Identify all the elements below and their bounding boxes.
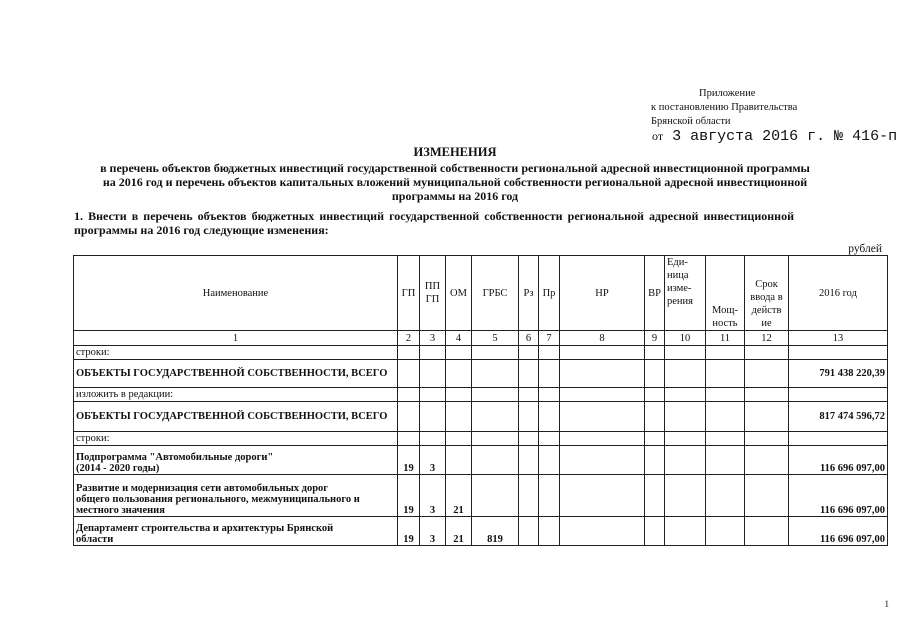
header-name: Наименование: [74, 256, 398, 331]
row-gp: 19: [398, 446, 420, 475]
col-num: 6: [519, 331, 539, 346]
table-row: [74, 432, 888, 446]
row-name: Развитие и модернизация сети автомобильных дорог общего пользования регионального, межмуниципального и местного значения: [74, 475, 398, 517]
header-nr: НР: [560, 256, 645, 331]
row-amount: 116 696 097,00: [789, 475, 888, 517]
row-amount: 791 438 220,39: [789, 360, 888, 388]
header-ppgp: ПП ГП: [420, 256, 446, 331]
row-name: ОБЪЕКТЫ ГОСУДАРСТВЕННОЙ СОБСТВЕННОСТИ, ВСЕГО: [74, 402, 398, 432]
col-num: 11: [706, 331, 745, 346]
header-term: Срок ввода в действ ие: [745, 256, 789, 331]
header-vr: ВР: [645, 256, 665, 331]
col-num: 12: [745, 331, 789, 346]
col-num: 3: [420, 331, 446, 346]
col-num: 9: [645, 331, 665, 346]
decree-prefix: от: [652, 129, 664, 143]
appendix-decree-ref: к постановлению Правительства: [651, 102, 798, 113]
row-amount: 116 696 097,00: [789, 517, 888, 546]
appendix-block: [651, 87, 797, 129]
table-row: [74, 402, 888, 432]
header-gp: ГП: [398, 256, 420, 331]
col-num: 4: [446, 331, 472, 346]
row-name: Департамент строительства и архитектуры Брянской области: [74, 517, 398, 546]
document-title: [60, 145, 850, 203]
row-grbs: 819: [472, 517, 519, 546]
decree-date: 3 августа 2016 г.: [672, 128, 826, 145]
intro-paragraph: 1. Внести в перечень объектов бюджетных инвестиций государственной собственности региональной адресной инвестиционной программы на 2016 год следующие изменения:: [74, 209, 794, 237]
decree-number: № 416-п: [834, 128, 898, 145]
row-om: 21: [446, 475, 472, 517]
table-row: [74, 346, 888, 360]
header-year: 2016 год: [789, 256, 888, 331]
table-row: [74, 360, 888, 388]
col-num: 1: [74, 331, 398, 346]
row-name: Подпрограмма "Автомобильные дороги" (2014 - 2020 годы): [74, 446, 398, 475]
changes-table: [73, 255, 888, 546]
title-line-2: на 2016 год и перечень объектов капитальных вложений муниципальной собственности региональной адресной инвестиционной: [102, 175, 808, 189]
row-label: изложить в редакции:: [74, 388, 398, 402]
table-row: [74, 517, 888, 546]
row-ppgp: 3: [420, 446, 446, 475]
appendix-region: Брянской области: [651, 116, 731, 127]
decree-date-number: [652, 128, 897, 145]
table-row: [74, 388, 888, 402]
title-line-3: программы на 2016 год: [391, 189, 519, 203]
currency-unit: рублей: [848, 243, 882, 255]
row-name: ОБЪЕКТЫ ГОСУДАРСТВЕННОЙ СОБСТВЕННОСТИ, ВСЕГО: [74, 360, 398, 388]
header-om: ОМ: [446, 256, 472, 331]
title-line-1: в перечень объектов бюджетных инвестиций государственной собственности региональной адресной инвестиционной программы: [100, 161, 810, 175]
row-amount: 116 696 097,00: [789, 446, 888, 475]
header-unit: Еди- ница изме- рения: [665, 256, 706, 331]
table-row: [74, 446, 888, 475]
header-grbs: ГРБС: [472, 256, 519, 331]
row-ppgp: 3: [420, 475, 446, 517]
col-num: 13: [789, 331, 888, 346]
row-gp: 19: [398, 475, 420, 517]
row-om: 21: [446, 517, 472, 546]
row-gp: 19: [398, 517, 420, 546]
row-amount: 817 474 596,72: [789, 402, 888, 432]
table-row: [74, 475, 888, 517]
title-main: ИЗМЕНЕНИЯ: [413, 145, 497, 159]
col-num: 2: [398, 331, 420, 346]
col-num: 10: [665, 331, 706, 346]
header-power: Мощ- ность: [706, 256, 745, 331]
row-label: строки:: [74, 346, 398, 360]
row-label: строки:: [74, 432, 398, 446]
col-num: 8: [560, 331, 645, 346]
col-num: 7: [539, 331, 560, 346]
col-num: 5: [472, 331, 519, 346]
appendix-title: Приложение: [699, 88, 756, 99]
table-header-row: [74, 256, 888, 331]
row-ppgp: 3: [420, 517, 446, 546]
header-rz: Рз: [519, 256, 539, 331]
header-pr: Пр: [539, 256, 560, 331]
column-numbers-row: [74, 331, 888, 346]
page-number: 1: [884, 599, 889, 609]
